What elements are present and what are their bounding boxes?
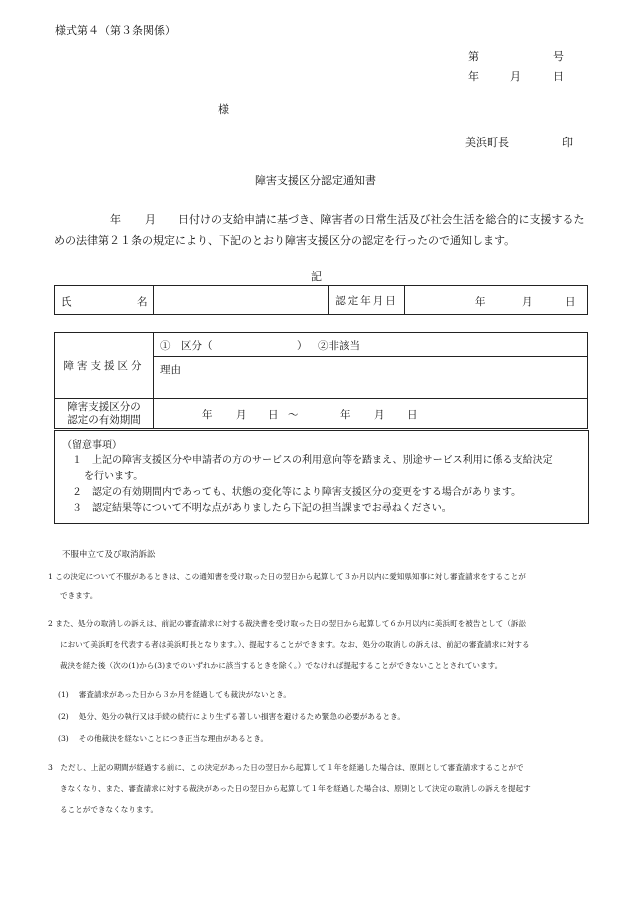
appeal-p3-line1: 3 ただし、上記の期間が経過する前に、この決定があった日の翌日から起算して１年を経過した場合は、原則として審査請求することがで xyxy=(48,763,524,772)
cert-day: 日 xyxy=(565,296,576,308)
name-date-table xyxy=(54,285,588,315)
note-2: ２ 認定の有効期間内であっても、状態の変化等により障害支援区分の変更をする場合があります。 xyxy=(72,487,522,498)
appeal-sub-1: (1) 審査請求があった日から３か月を経過しても裁決がないとき。 xyxy=(58,690,292,699)
issuer-title: 美浜町長 xyxy=(465,136,509,149)
period-start-year: 年 xyxy=(202,409,213,421)
issuer-seal: 印 xyxy=(562,136,573,149)
option-higaitou[interactable]: ②非該当 xyxy=(318,340,360,352)
reason-cell[interactable] xyxy=(154,357,588,399)
body-year: 年 xyxy=(110,213,121,226)
document-title: 障害支援区分認定通知書 xyxy=(255,174,376,187)
notes-heading: （留意事項） xyxy=(62,440,122,451)
name-label-mei: 名 xyxy=(137,296,148,308)
period-value-cell[interactable] xyxy=(154,399,588,429)
option-kubun[interactable]: ① 区分（ xyxy=(160,340,213,352)
appeal-p2-line2: において美浜町を代表する者は美浜町長となります。）、提起することができます。なお、処分の取消しの訴えは、前記の審査請求に対する xyxy=(60,640,530,649)
period-end-month: 月 xyxy=(374,409,385,421)
appeal-sub-2: (2) 処分、処分の執行又は手続の続行により生ずる著しい損害を避けるため緊急の必要があるとき。 xyxy=(58,712,405,721)
name-label-cell xyxy=(55,286,154,315)
form-label: 様式第４（第３条関係） xyxy=(55,24,176,37)
body-line1: 日付けの支給申請に基づき、障害者の日常生活及び社会生活を総合的に支援するた xyxy=(178,213,585,226)
date-month: 月 xyxy=(510,70,521,83)
note-1-line2: を行います。 xyxy=(84,471,144,482)
period-tilde: ～ xyxy=(288,409,299,421)
appeal-p1-line1: 1 この決定について不服があるときは、この通知書を受け取った日の翌日から起算して３か月以内に愛知県知事に対し審査請求をすることが xyxy=(48,572,526,581)
date-value-cell[interactable] xyxy=(405,286,588,315)
note-1-line1: １ 上記の障害支援区分や申請者の方のサービスの利用意向等を踏まえ、別途サービス利用に係る支給決定 xyxy=(72,455,553,466)
period-start-day: 日 xyxy=(268,409,279,421)
addressee-sama: 様 xyxy=(218,103,229,116)
number-go: 号 xyxy=(553,50,564,63)
appeal-p3-line3: ることができなくなります。 xyxy=(60,805,159,814)
category-label-cell: 障害支援区分 xyxy=(55,333,154,399)
name-label-shi: 氏 xyxy=(61,296,72,308)
period-start-month: 月 xyxy=(236,409,247,421)
appeal-p3-line2: きなくなり、また、審査請求に対する裁決があった日の翌日から起算して１年を経過した場合は、原則として決定の取消しの訴えを提起す xyxy=(60,784,531,793)
period-label-cell xyxy=(55,399,154,429)
body-month: 月 xyxy=(145,213,156,226)
category-options-cell xyxy=(154,333,588,357)
body-line2: めの法律第２１条の規定により、下記のとおり障害支援区分の認定を行ったので通知します。 xyxy=(54,234,516,247)
name-value-cell[interactable] xyxy=(154,286,329,315)
period-label-line1: 障害支援区分の xyxy=(67,400,141,413)
appeal-heading: 不服申立て及び取消訴訟 xyxy=(62,550,156,560)
category-table xyxy=(54,332,588,429)
ki-heading: 記 xyxy=(311,270,322,283)
date-label-cell: 認定年月日 xyxy=(329,286,405,315)
note-3: ３ 認定結果等について不明な点がありましたら下記の担当課までお尋ねください。 xyxy=(72,503,452,514)
period-label-line2: 認定の有効期間 xyxy=(67,413,141,426)
option-kubun-close: ） xyxy=(297,340,308,352)
cert-month: 月 xyxy=(522,296,533,308)
appeal-p1-line2: できます。 xyxy=(60,591,98,600)
appeal-p2-line1: 2 また、処分の取消しの訴えは、前記の審査請求に対する裁決書を受け取った日の翌日から起算して６か月以内に美浜町を被告として（訴訟 xyxy=(48,619,527,628)
date-year: 年 xyxy=(468,70,479,83)
number-dai: 第 xyxy=(468,50,479,63)
period-end-day: 日 xyxy=(407,409,418,421)
reason-label: 理由 xyxy=(160,364,181,376)
cert-year: 年 xyxy=(475,296,486,308)
period-end-year: 年 xyxy=(340,409,351,421)
appeal-p2-line3: 裁決を経た後（次の(1)から(3)までのいずれかに該当するときを除く。）でなければ提起することができないこととされています。 xyxy=(60,661,503,670)
appeal-sub-3: (3) その他裁決を経ないことにつき正当な理由があるとき。 xyxy=(58,734,269,743)
date-day: 日 xyxy=(553,70,564,83)
